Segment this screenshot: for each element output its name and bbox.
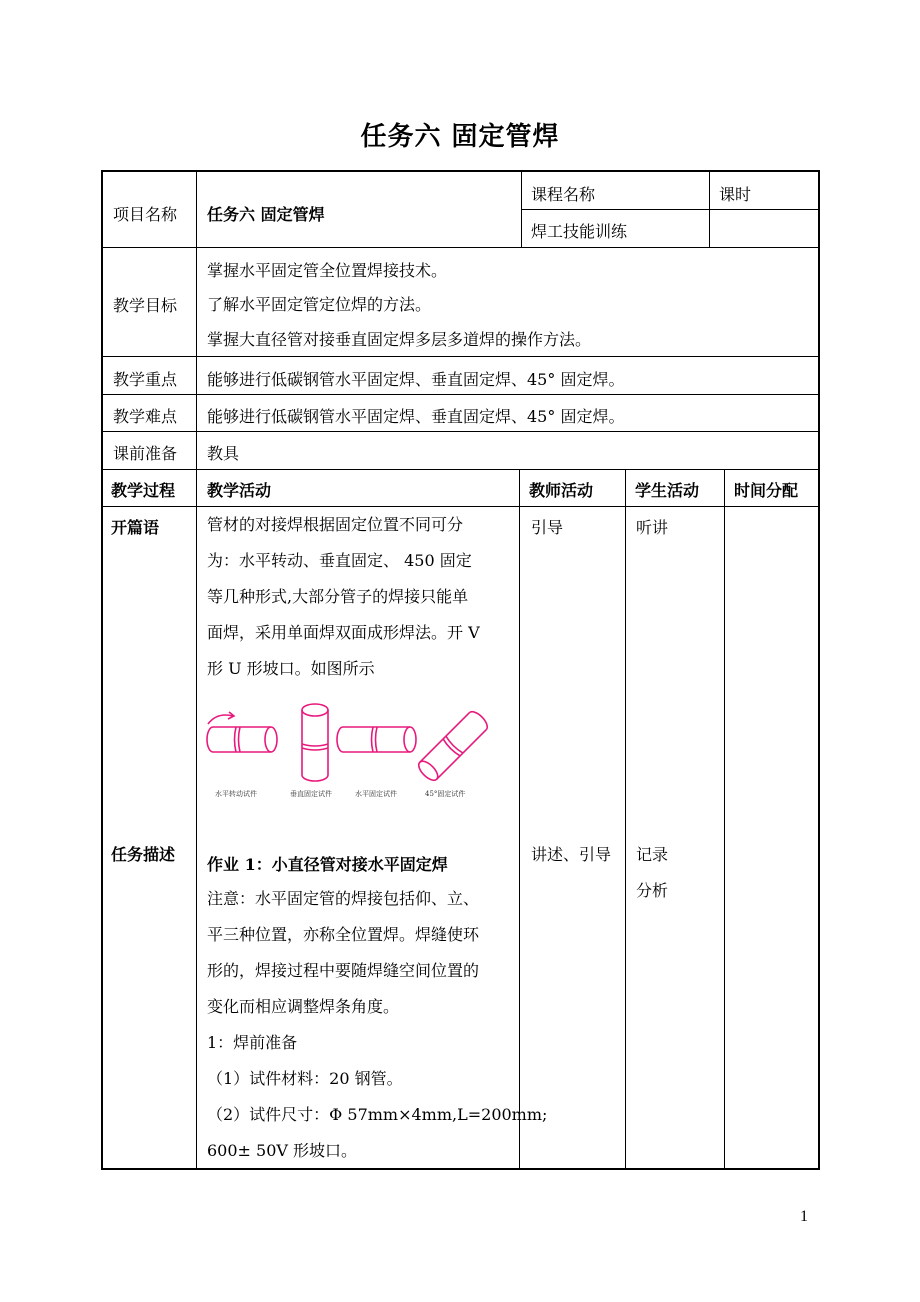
opening-student: 听讲 <box>636 518 669 537</box>
task-student: 分析 <box>636 881 669 900</box>
project-name-label: 项目名称 <box>113 205 178 224</box>
paragraph-line: 600± 50V 形坡口。 <box>207 1141 358 1160</box>
task-heading: 作业 1：小直径管对接水平固定焊 <box>207 855 448 874</box>
difficulties-text: 能够进行低碳钢管水平固定焊、垂直固定焊、45° 固定焊。 <box>207 407 625 426</box>
figure-caption: 水平固定试件 <box>355 790 397 798</box>
page-number: 1 <box>800 1208 808 1225</box>
horizontal-fixed-pipe <box>337 727 416 752</box>
grid-line <box>521 172 522 247</box>
time-header: 时间分配 <box>734 481 799 500</box>
paragraph-line: （2）试件尺寸：Φ 57mm×4mm,L=200mm; <box>207 1105 548 1124</box>
grid-line <box>724 469 725 1168</box>
key-points-label: 教学重点 <box>113 370 178 389</box>
opening-label: 开篇语 <box>111 518 160 537</box>
vertical-pipe <box>302 704 328 781</box>
paragraph-line: 形的，焊接过程中要随焊缝空间位置的 <box>207 961 480 980</box>
task-student: 记录 <box>636 845 669 864</box>
objective-item: 掌握水平固定管全位置焊接技术。 <box>207 261 448 280</box>
opening-paragraph <box>207 507 480 687</box>
objective-item: 了解水平固定管定位焊的方法。 <box>207 295 432 314</box>
paragraph-line: 面焊，采用单面焊双面成形焊法。开 V <box>207 623 480 642</box>
paragraph-line: 1：焊前准备 <box>207 1033 298 1052</box>
pipe-diagram <box>203 696 493 806</box>
grid-line <box>103 431 820 432</box>
figure-caption: 水平转动试件 <box>215 790 257 798</box>
paragraph-line: 注意：水平固定管的焊接包括仰、立、 <box>207 889 480 908</box>
paragraph-line: 形 U 形坡口。如图所示 <box>207 659 375 678</box>
grid-line <box>521 209 820 210</box>
hours-label: 课时 <box>719 185 752 204</box>
process-header: 教学过程 <box>111 481 176 500</box>
figure-caption: 45°固定试件 <box>425 790 466 798</box>
task-label: 任务描述 <box>111 845 176 864</box>
grid-line <box>103 469 820 470</box>
figure-caption: 垂直固定试件 <box>290 790 332 798</box>
grid-line <box>103 394 820 395</box>
objectives-label: 教学目标 <box>113 296 178 315</box>
objective-item: 掌握大直径管对接垂直固定焊多层多道焊的操作方法。 <box>207 330 592 349</box>
task-paragraph <box>207 881 547 1169</box>
teacher-header: 教师活动 <box>529 481 594 500</box>
activity-header: 教学活动 <box>207 481 272 500</box>
grid-line <box>625 469 626 1168</box>
task-teacher: 讲述、引导 <box>531 845 612 864</box>
paragraph-line: 变化而相应调整焊条角度。 <box>207 997 400 1016</box>
grid-line <box>196 172 197 1168</box>
student-header: 学生活动 <box>635 481 700 500</box>
key-points-text: 能够进行低碳钢管水平固定焊、垂直固定焊、45° 固定焊。 <box>207 370 625 389</box>
pipe-positions-figure <box>203 696 493 806</box>
course-name-label: 课程名称 <box>531 185 596 204</box>
difficulties-label: 教学难点 <box>113 407 178 426</box>
paragraph-line: （1）试件材料：20 钢管。 <box>207 1069 403 1088</box>
project-name-value: 任务六 固定管焊 <box>207 205 325 224</box>
grid-line <box>709 172 710 247</box>
prep-text: 教具 <box>207 444 240 463</box>
paragraph-line: 等几种形式,大部分管子的焊接只能单 <box>207 587 469 606</box>
angled-pipe <box>416 709 491 784</box>
paragraph-line: 为：水平转动、垂直固定、 450 固定 <box>207 551 472 570</box>
lesson-plan-table <box>101 170 820 1170</box>
grid-line <box>103 356 820 357</box>
prep-label: 课前准备 <box>113 444 178 463</box>
rotating-pipe <box>207 712 277 752</box>
paragraph-line: 管材的对接焊根据固定位置不同可分 <box>207 515 464 534</box>
grid-line <box>103 247 820 248</box>
opening-teacher: 引导 <box>531 518 564 537</box>
course-name-value: 焊工技能训练 <box>531 222 628 241</box>
page-title: 任务六 固定管焊 <box>360 122 560 152</box>
paragraph-line: 平三种位置，亦称全位置焊。焊缝使环 <box>207 925 480 944</box>
